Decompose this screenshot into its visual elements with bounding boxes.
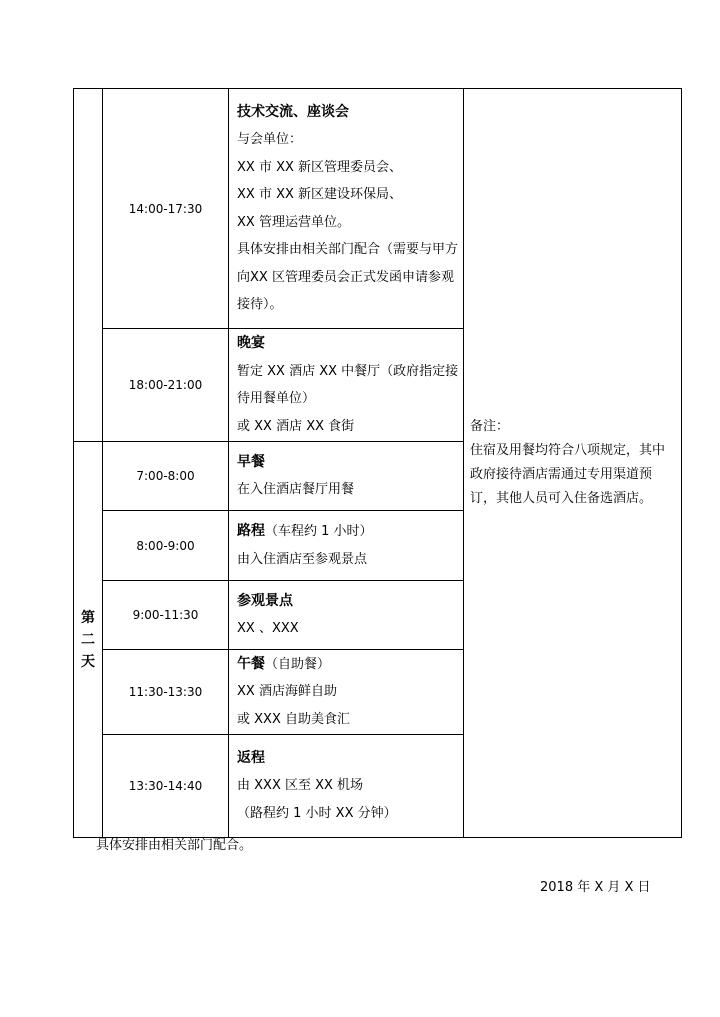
time-cell: 13:30-14:40 xyxy=(103,735,229,838)
activity-title: 晚宴 xyxy=(237,335,265,351)
activity-line: 具体安排由相关部门配合（需要与甲方向XX 区管理委员会正式发函申请参观接待）。 xyxy=(237,242,459,312)
activity-cell xyxy=(229,442,464,511)
activity-line: 在入住酒店餐厅用餐 xyxy=(237,482,355,497)
activity-title: 返程 xyxy=(237,749,265,766)
activity-line: 暂定 XX 酒店 XX 中餐厅（政府指定接待用餐单位） xyxy=(237,363,459,406)
time-cell: 9:00-11:30 xyxy=(103,581,229,650)
activity-line: （路程约 1 小时 XX 分钟） xyxy=(237,805,397,821)
table-row xyxy=(74,89,682,329)
activity-cell xyxy=(229,89,464,329)
activity-title: 早餐 xyxy=(237,453,265,470)
sign-date: 2018 年 X 月 X 日 xyxy=(540,880,651,895)
activity-title-line xyxy=(237,518,459,546)
activity-line: XX 酒店海鲜自助 xyxy=(237,684,337,700)
activity-line: XX 管理运营单位。 xyxy=(237,214,350,230)
time-cell: 18:00-21:00 xyxy=(103,329,229,442)
activity-title: 路程 xyxy=(237,523,265,539)
remarks-heading: 备注： xyxy=(470,419,510,434)
remarks-text: 住宿及用餐均符合八项规定，其中政府接待酒店需通过专用渠道预订，其他人员可入住备选酒店。 xyxy=(470,443,666,506)
day-one-cell xyxy=(74,89,103,442)
activity-title: 参观景点 xyxy=(237,592,293,609)
time-cell: 11:30-13:30 xyxy=(103,650,229,735)
activity-cell xyxy=(229,329,464,442)
activity-line: XX 市 XX 新区管理委员会、 xyxy=(237,159,403,175)
day-label-char: 第 xyxy=(81,609,95,626)
day-two-cell xyxy=(74,442,103,838)
activity-line: 或 XX 酒店 XX 食街 xyxy=(237,418,355,434)
footnote: 具体安排由相关部门配合。 xyxy=(96,838,253,853)
activity-cell xyxy=(229,511,464,581)
activity-title: 午餐 xyxy=(237,655,265,672)
activity-line: 由 XXX 区至 XX 机场 xyxy=(237,778,364,794)
activity-cell xyxy=(229,735,464,838)
activity-line: 由入住酒店至参观景点 xyxy=(237,551,368,567)
activity-line: 与会单位： xyxy=(237,132,303,147)
activity-title-line xyxy=(237,651,459,679)
activity-line: XX 市 XX 新区建设环保局、 xyxy=(237,187,403,202)
activity-cell xyxy=(229,581,464,650)
time-cell: 7:00-8:00 xyxy=(103,442,229,511)
activity-line: 或 XXX 自助美食汇 xyxy=(237,711,350,727)
remarks-cell xyxy=(464,89,682,838)
day-label-char: 二 xyxy=(81,631,95,648)
activity-title: 技术交流、座谈会 xyxy=(237,103,349,120)
activity-line: XX 、XXX xyxy=(237,621,299,636)
schedule-table xyxy=(73,88,682,838)
activity-cell xyxy=(229,650,464,735)
day-label-char: 天 xyxy=(81,653,95,670)
time-cell: 8:00-9:00 xyxy=(103,511,229,581)
activity-title-note: （车程约 1 小时） xyxy=(265,524,373,539)
activity-title-note: （自助餐） xyxy=(265,656,331,672)
time-cell: 14:00-17:30 xyxy=(103,89,229,329)
